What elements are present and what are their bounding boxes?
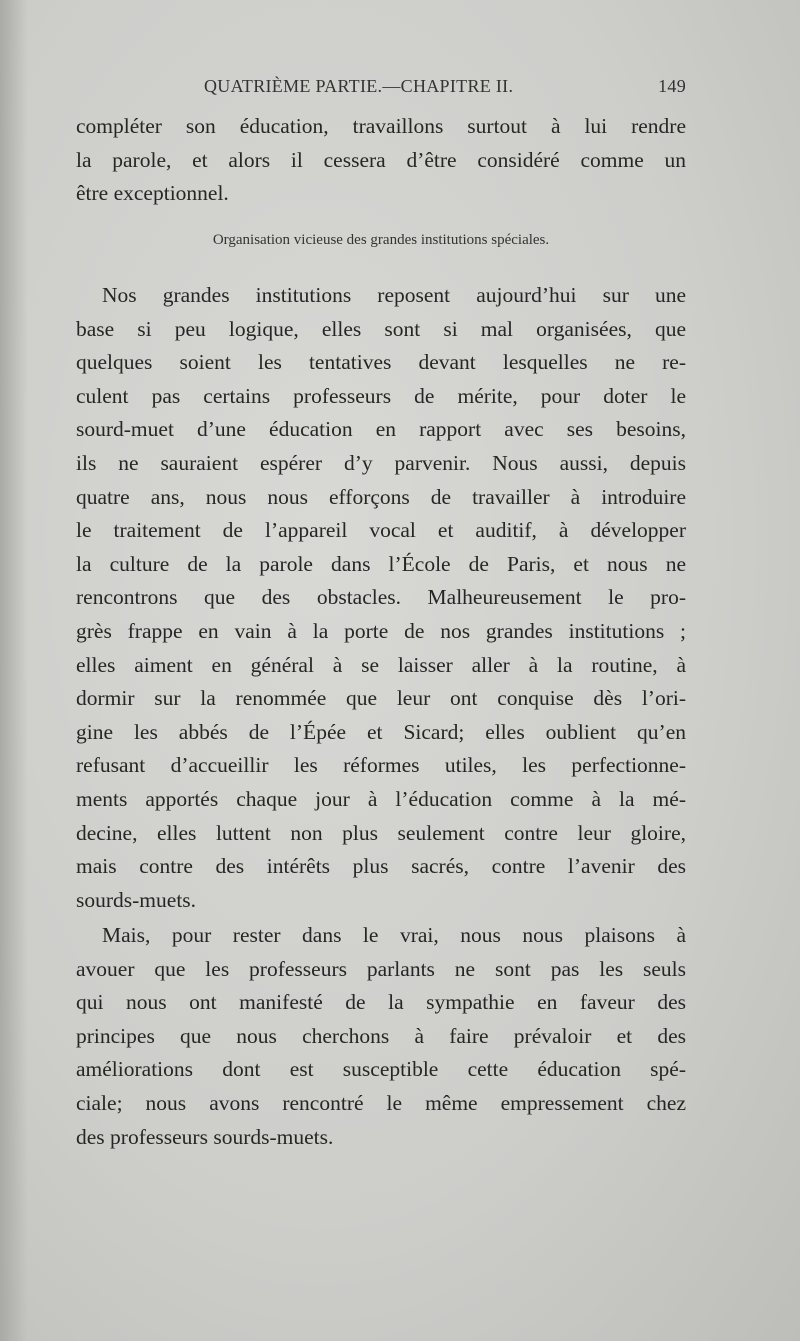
paragraph-2 (76, 279, 686, 917)
paragraph-1 (76, 110, 686, 211)
text-line: principes que nous cherchons à faire prévaloir et des (76, 1023, 686, 1048)
text-line: avouer que les professeurs parlants ne sont pas les seuls (76, 956, 686, 981)
text-line: culent pas certains professeurs de mérite, pour doter le (76, 383, 686, 408)
text-line: elles aiment en général à se laisser aller à la routine, à (76, 652, 686, 677)
text-line: ils ne sauraient espérer d’y parvenir. Nous aussi, depuis (76, 450, 686, 475)
text-line: la culture de la parole dans l’École de Paris, et nous ne (76, 551, 686, 576)
text-line: decine, elles luttent non plus seulement contre leur gloire, (76, 820, 686, 845)
text-line: gine les abbés de l’Épée et Sicard; elles oublient qu’en (76, 719, 686, 744)
text-line: Mais, pour rester dans le vrai, nous nous plaisons à (102, 923, 686, 947)
text-line: qui nous ont manifesté de la sympathie en faveur des (76, 990, 686, 1015)
text-line: améliorations dont est susceptible cette éducation spé- (76, 1057, 686, 1082)
text-line: mais contre des intérêts plus sacrés, contre l’avenir des (76, 854, 686, 879)
text-line: rencontrons que des obstacles. Malheureusement le pro- (76, 585, 686, 610)
text-line: compléter son éducation, travaillons surtout à lui rendre (76, 114, 686, 138)
text-line: dormir sur la renommée que leur ont conquise dès l’ori- (76, 686, 686, 711)
text-line: le traitement de l’appareil vocal et auditif, à développer (76, 518, 686, 543)
page-number: 149 (658, 76, 686, 96)
text-line: ciale; nous avons rencontré le même empressement chez (76, 1090, 686, 1115)
gutter-shadow (0, 0, 28, 1341)
text-line: sourd-muet d’une éducation en rapport avec ses besoins, (76, 417, 686, 442)
text-line: ments apportés chaque jour à l’éducation comme à la mé- (76, 786, 686, 811)
section-heading: Organisation vicieuse des grandes institutions spéciales. (212, 232, 550, 248)
running-head-title: QUATRIÈME PARTIE.—CHAPITRE II. (204, 76, 514, 96)
text-line: être exceptionnel. (76, 181, 229, 206)
text-line: quatre ans, nous nous efforçons de travailler à introduire (76, 484, 686, 509)
paragraph-3 (76, 919, 686, 1154)
text-line: refusant d’accueillir les réformes utiles, les perfectionne- (76, 753, 686, 778)
text-line: sourds-muets. (76, 887, 197, 912)
text-line: Nos grandes institutions reposent aujourd’hui sur une (102, 283, 686, 307)
running-head (76, 76, 686, 102)
text-line: la parole, et alors il cessera d’être considéré comme un (76, 147, 686, 172)
text-line: base si peu logique, elles sont si mal organisées, que (76, 316, 686, 341)
text-line: quelques soient les tentatives devant lesquelles ne re- (76, 350, 686, 375)
text-line: grès frappe en vain à la porte de nos grandes institutions ; (76, 618, 686, 643)
text-line: des professeurs sourds-muets. (76, 1124, 334, 1149)
